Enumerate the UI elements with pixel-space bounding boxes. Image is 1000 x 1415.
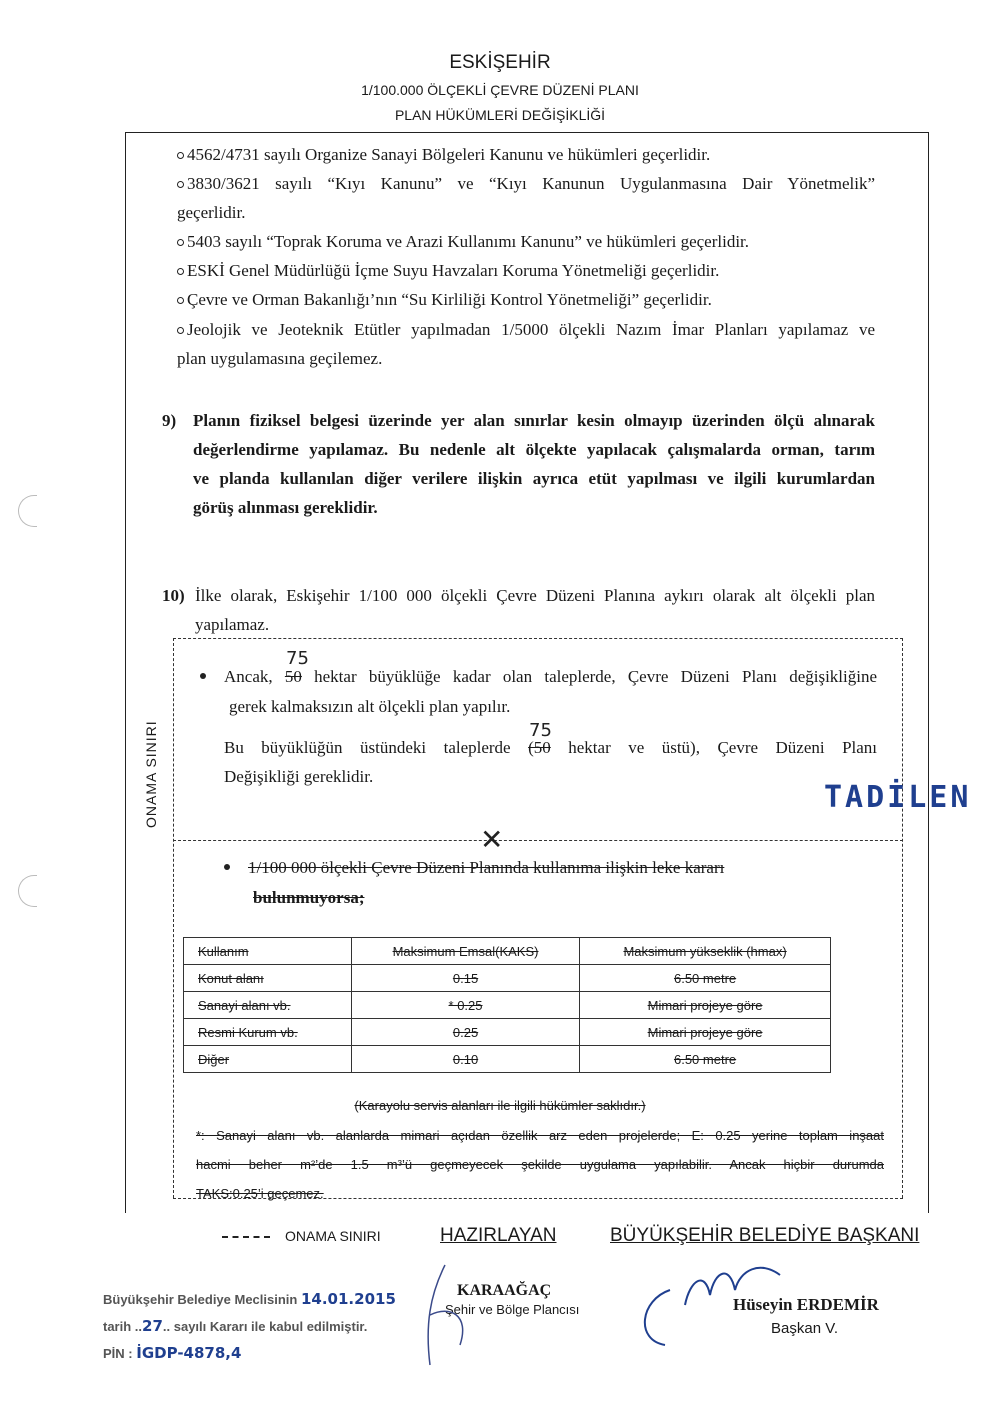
struck-heading-line2: bulunmuyorsa; bbox=[253, 888, 365, 907]
table-cell: 0.15 bbox=[351, 965, 579, 992]
approval-border-left bbox=[173, 638, 174, 1198]
table-row bbox=[184, 965, 831, 992]
bullet-icon bbox=[177, 268, 184, 275]
council-line1: Büyükşehir Belediye Meclisinin 14.01.2015 bbox=[103, 1290, 396, 1308]
approval-line: Bu büyüklüğün üstündeki taleplerde (50 hektar ve üstü), Çevre Düzeni Planı bbox=[224, 738, 878, 757]
struck-footnote-line: TAKS:0.25’i geçemez. bbox=[196, 1186, 324, 1201]
council-date: 14.01.2015 bbox=[300, 1290, 396, 1308]
struck-footnote-line: hacmi beher m²’de 1.5 m³’ü geçmeyecek şekilde uygulama yapılabilir. Ancak hiçbir durumda bbox=[196, 1157, 884, 1172]
handwritten-correction: 75 bbox=[529, 720, 552, 741]
table-header-cell: Kullanım bbox=[184, 938, 352, 965]
bullet-dot-icon bbox=[224, 864, 230, 870]
table-cell: * 0.25 bbox=[351, 992, 579, 1019]
preparer-role: Şehir ve Bölge Plancısı bbox=[445, 1302, 580, 1317]
signer-role: Başkan V. bbox=[771, 1320, 838, 1337]
bullet-icon bbox=[177, 327, 184, 334]
table-cell: Sanayi alanı vb. bbox=[184, 992, 352, 1019]
approval-border-top bbox=[173, 638, 903, 639]
struck-value: 50 bbox=[284, 667, 302, 686]
table-row bbox=[184, 1046, 831, 1073]
table-header-cell: Maksimum yükseklik (hmax) bbox=[580, 938, 831, 965]
approval-vertical-label: ONAMA SINIRI bbox=[143, 720, 159, 828]
approval-border-right bbox=[902, 638, 903, 1198]
approval-line: Değişikliği gereklidir. bbox=[224, 767, 374, 786]
item-10-line: İlke olarak, Eskişehir 1/100 000 ölçekli Çevre Düzeni Planına aykırı olarak alt ölçekli plan bbox=[195, 586, 875, 605]
signer-name: Hüseyin ERDEMİR bbox=[733, 1295, 879, 1314]
council-decision-no: 27 bbox=[142, 1317, 163, 1335]
table-row bbox=[184, 1019, 831, 1046]
bullet-dot-icon bbox=[200, 673, 206, 679]
approval-bullet-line: Ancak, 50 hektar büyüklüğe kadar olan taleplerde, Çevre Düzeni Planı değişikliğine bbox=[200, 665, 877, 689]
bullet-item: Çevre ve Orman Bakanlığı’nın “Su Kirliliği Kontrol Yönetmeliği” geçerlidir. bbox=[177, 288, 712, 312]
table-cell: Konut alanı bbox=[184, 965, 352, 992]
table-cell: Diğer bbox=[184, 1046, 352, 1073]
table-cell: 0.25 bbox=[351, 1019, 579, 1046]
table-cell: Mimari projeye göre bbox=[580, 1019, 831, 1046]
table-header-cell: Maksimum Emsal(KAKS) bbox=[351, 938, 579, 965]
council-line2: tarih ..27.. sayılı Kararı ile kabul edilmiştir. bbox=[103, 1317, 368, 1335]
bullet-item: ESKİ Genel Müdürlüğü İçme Suyu Havzaları Koruma Yönetmeliği geçerlidir. bbox=[177, 259, 719, 283]
bullet-item: 4562/4731 sayılı Organize Sanayi Bölgeleri Kanunu ve hükümleri geçerlidir. bbox=[177, 143, 710, 167]
table-header-row bbox=[184, 938, 831, 965]
struck-note: (Karayolu servis alanları ile ilgili hükümler saklıdır.) bbox=[354, 1098, 646, 1113]
item-9-line: Planın fiziksel belgesi üzerinde yer alan sınırlar kesin olmayıp üzerinden ölçü alınarak bbox=[193, 411, 875, 430]
plan-title: 1/100.000 ÖLÇEKLİ ÇEVRE DÜZENİ PLANI bbox=[361, 82, 639, 98]
bullet-icon bbox=[177, 181, 184, 188]
bullet-icon bbox=[177, 297, 184, 304]
approval-line: gerek kalmaksızın alt ölçekli plan yapılır. bbox=[229, 697, 511, 716]
item-9-line: görüş alınması gereklidir. bbox=[193, 498, 378, 517]
table-cell: 0.10 bbox=[351, 1046, 579, 1073]
struck-table bbox=[183, 937, 831, 1073]
item-10-line: yapılamaz. bbox=[195, 615, 270, 634]
pin-value: İGDP-4878,4 bbox=[136, 1344, 242, 1362]
mayor-title: BÜYÜKŞEHİR BELEDİYE BAŞKANI bbox=[610, 1225, 920, 1246]
struck-footnote-line: *: Sanayi alanı vb. alanlarda mimari açıdan özellik arz eden projelerde; E: 0.25 yerine toplam inşaat bbox=[196, 1128, 884, 1143]
punch-hole bbox=[18, 875, 37, 907]
document-city: ESKİŞEHİR bbox=[449, 52, 551, 73]
table-cell: 6.50 metre bbox=[580, 1046, 831, 1073]
plan-subtitle: PLAN HÜKÜMLERİ DEĞİŞİKLİĞİ bbox=[394, 107, 606, 123]
cross-mark-icon: ✕ bbox=[480, 823, 504, 856]
prepared-by-title: HAZIRLAYAN bbox=[440, 1225, 557, 1246]
bullet-item: 3830/3621 sayılı “Kıyı Kanunu” ve “Kıyı Kanunun Uygulanmasına Dair Yönetmelik” bbox=[177, 172, 875, 196]
preparer-signature-icon bbox=[400, 1255, 490, 1375]
table-cell: 6.50 metre bbox=[580, 965, 831, 992]
item-10-number: 10) bbox=[162, 586, 185, 605]
approval-divider bbox=[173, 840, 903, 841]
struck-heading: 1/100 000 ölçekli Çevre Düzeni Planında kullanıma ilişkin leke kararı bbox=[224, 856, 724, 880]
bullet-item: 5403 sayılı “Toprak Koruma ve Arazi Kullanımı Kanunu” ve hükümleri geçerlidir. bbox=[177, 230, 749, 254]
item-9-line: değerlendirme yapılamaz. Bu nedenle alt ölçekte yapılacak çalışmalarda orman, tarım bbox=[193, 440, 875, 459]
bullet-item: Jeolojik ve Jeoteknik Etütler yapılmadan 1/5000 ölçekli Nazım İmar Planları yapılamaz ve bbox=[177, 318, 875, 342]
struck-value: (50 bbox=[528, 738, 551, 757]
table-cell: Mimari projeye göre bbox=[580, 992, 831, 1019]
punch-hole bbox=[18, 495, 37, 527]
tadilen-stamp: TADİLEN bbox=[824, 780, 972, 815]
legend-dash-icon bbox=[222, 1236, 270, 1238]
pin-line: PİN : İGDP-4878,4 bbox=[103, 1344, 242, 1362]
item-9-line: ve planda kullanılan diğer verilere ilişkin ayrıca etüt yapılması ve ilgili kurumlardan bbox=[193, 469, 875, 488]
preparer-name: KARAAĞAÇ bbox=[457, 1282, 552, 1299]
handwritten-correction: 75 bbox=[286, 648, 309, 669]
bullet-continuation: plan uygulamasına geçilemez. bbox=[177, 349, 383, 368]
bullet-icon bbox=[177, 152, 184, 159]
table-row bbox=[184, 992, 831, 1019]
legend-label: ONAMA SINIRI bbox=[285, 1228, 381, 1244]
bullet-icon bbox=[177, 239, 184, 246]
table-cell: Resmi Kurum vb. bbox=[184, 1019, 352, 1046]
item-9-number: 9) bbox=[162, 411, 177, 430]
bullet-continuation: geçerlidir. bbox=[177, 203, 246, 222]
